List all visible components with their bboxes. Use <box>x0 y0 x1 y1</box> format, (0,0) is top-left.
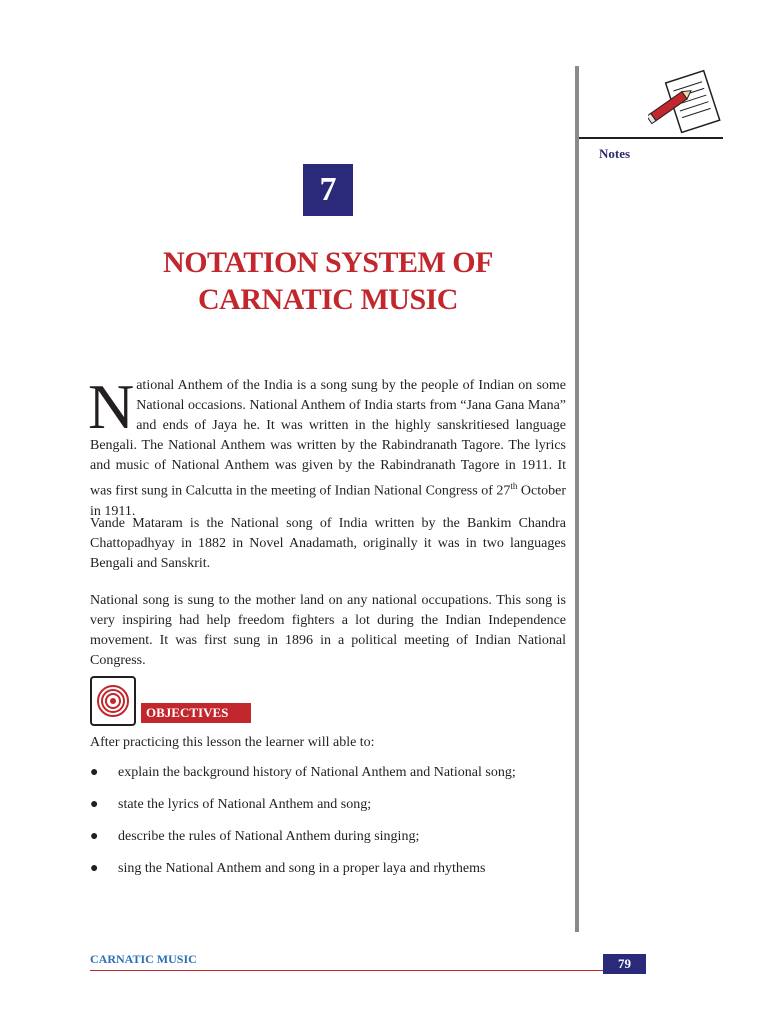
list-item <box>90 763 566 795</box>
objectives-heading: OBJECTIVES <box>141 703 251 723</box>
chapter-title <box>90 244 566 318</box>
footer-book-title: CARNATIC MUSIC <box>90 952 197 966</box>
intro-text-end: October in 1911. <box>90 483 567 519</box>
intro-paragraph <box>88 371 567 522</box>
bullet: ● <box>90 829 99 844</box>
objective-text: state the lyrics of National Anthem and song; <box>118 797 372 812</box>
objective-text: describe the rules of National Anthem during singing; <box>118 829 420 844</box>
list-item <box>90 827 566 859</box>
notes-label: Notes <box>599 146 631 161</box>
chapter-number: 7 <box>303 164 353 216</box>
list-item <box>90 859 566 891</box>
intro-text: ational Anthem of the India is a song sung by the people of Indian on some National occasions. National Anthem of India starts from “Jana Gana Mana” and ends of Jaya he. It was written in the highly sanskritiesed language Bengali. The National Anthem was written by the Rabindranath Tagore. The lyrics and music of National Anthem was given by the Rabindranath Tagore in 1911. It was first sung in Calcutta in the meeting of Indian National Congress of 27 <box>90 378 566 499</box>
objectives-intro: After practicing this lesson the learner will able to: <box>90 735 375 750</box>
chapter-title-line-1: NOTATION SYSTEM OF <box>163 246 493 279</box>
objective-text: sing the National Anthem and song in a proper laya and rhythems <box>118 861 486 876</box>
footer-rule <box>90 970 604 971</box>
superscript-th: th <box>510 481 518 491</box>
bullet: ● <box>90 797 99 812</box>
drop-cap: N <box>88 371 135 442</box>
vande-mataram-paragraph: Vande Mataram is the National song of India written by the Bankim Chandra Chattopadhyay in 1882 in Novel Anadamath, originally it was in two languages Bengali and Sanskrit. <box>90 516 566 571</box>
list-item <box>90 795 566 827</box>
page-number: 79 <box>603 954 646 974</box>
bullet: ● <box>90 765 99 780</box>
margin-rule <box>575 66 579 932</box>
objectives-list <box>90 763 566 891</box>
bullet: ● <box>90 861 99 876</box>
notes-divider <box>579 137 723 139</box>
chapter-title-line-2: CARNATIC MUSIC <box>198 283 458 316</box>
notepad-pencil-icon <box>648 66 726 146</box>
target-icon <box>90 676 136 726</box>
objective-text: explain the background history of National Anthem and National song; <box>118 765 516 780</box>
national-song-paragraph: National song is sung to the mother land on any national occupations. This song is very inspiring had help freedom fighters a lot during the Indian Independence movement. It was first sung in 1896 in a political meeting of Indian National Congress. <box>90 593 566 668</box>
